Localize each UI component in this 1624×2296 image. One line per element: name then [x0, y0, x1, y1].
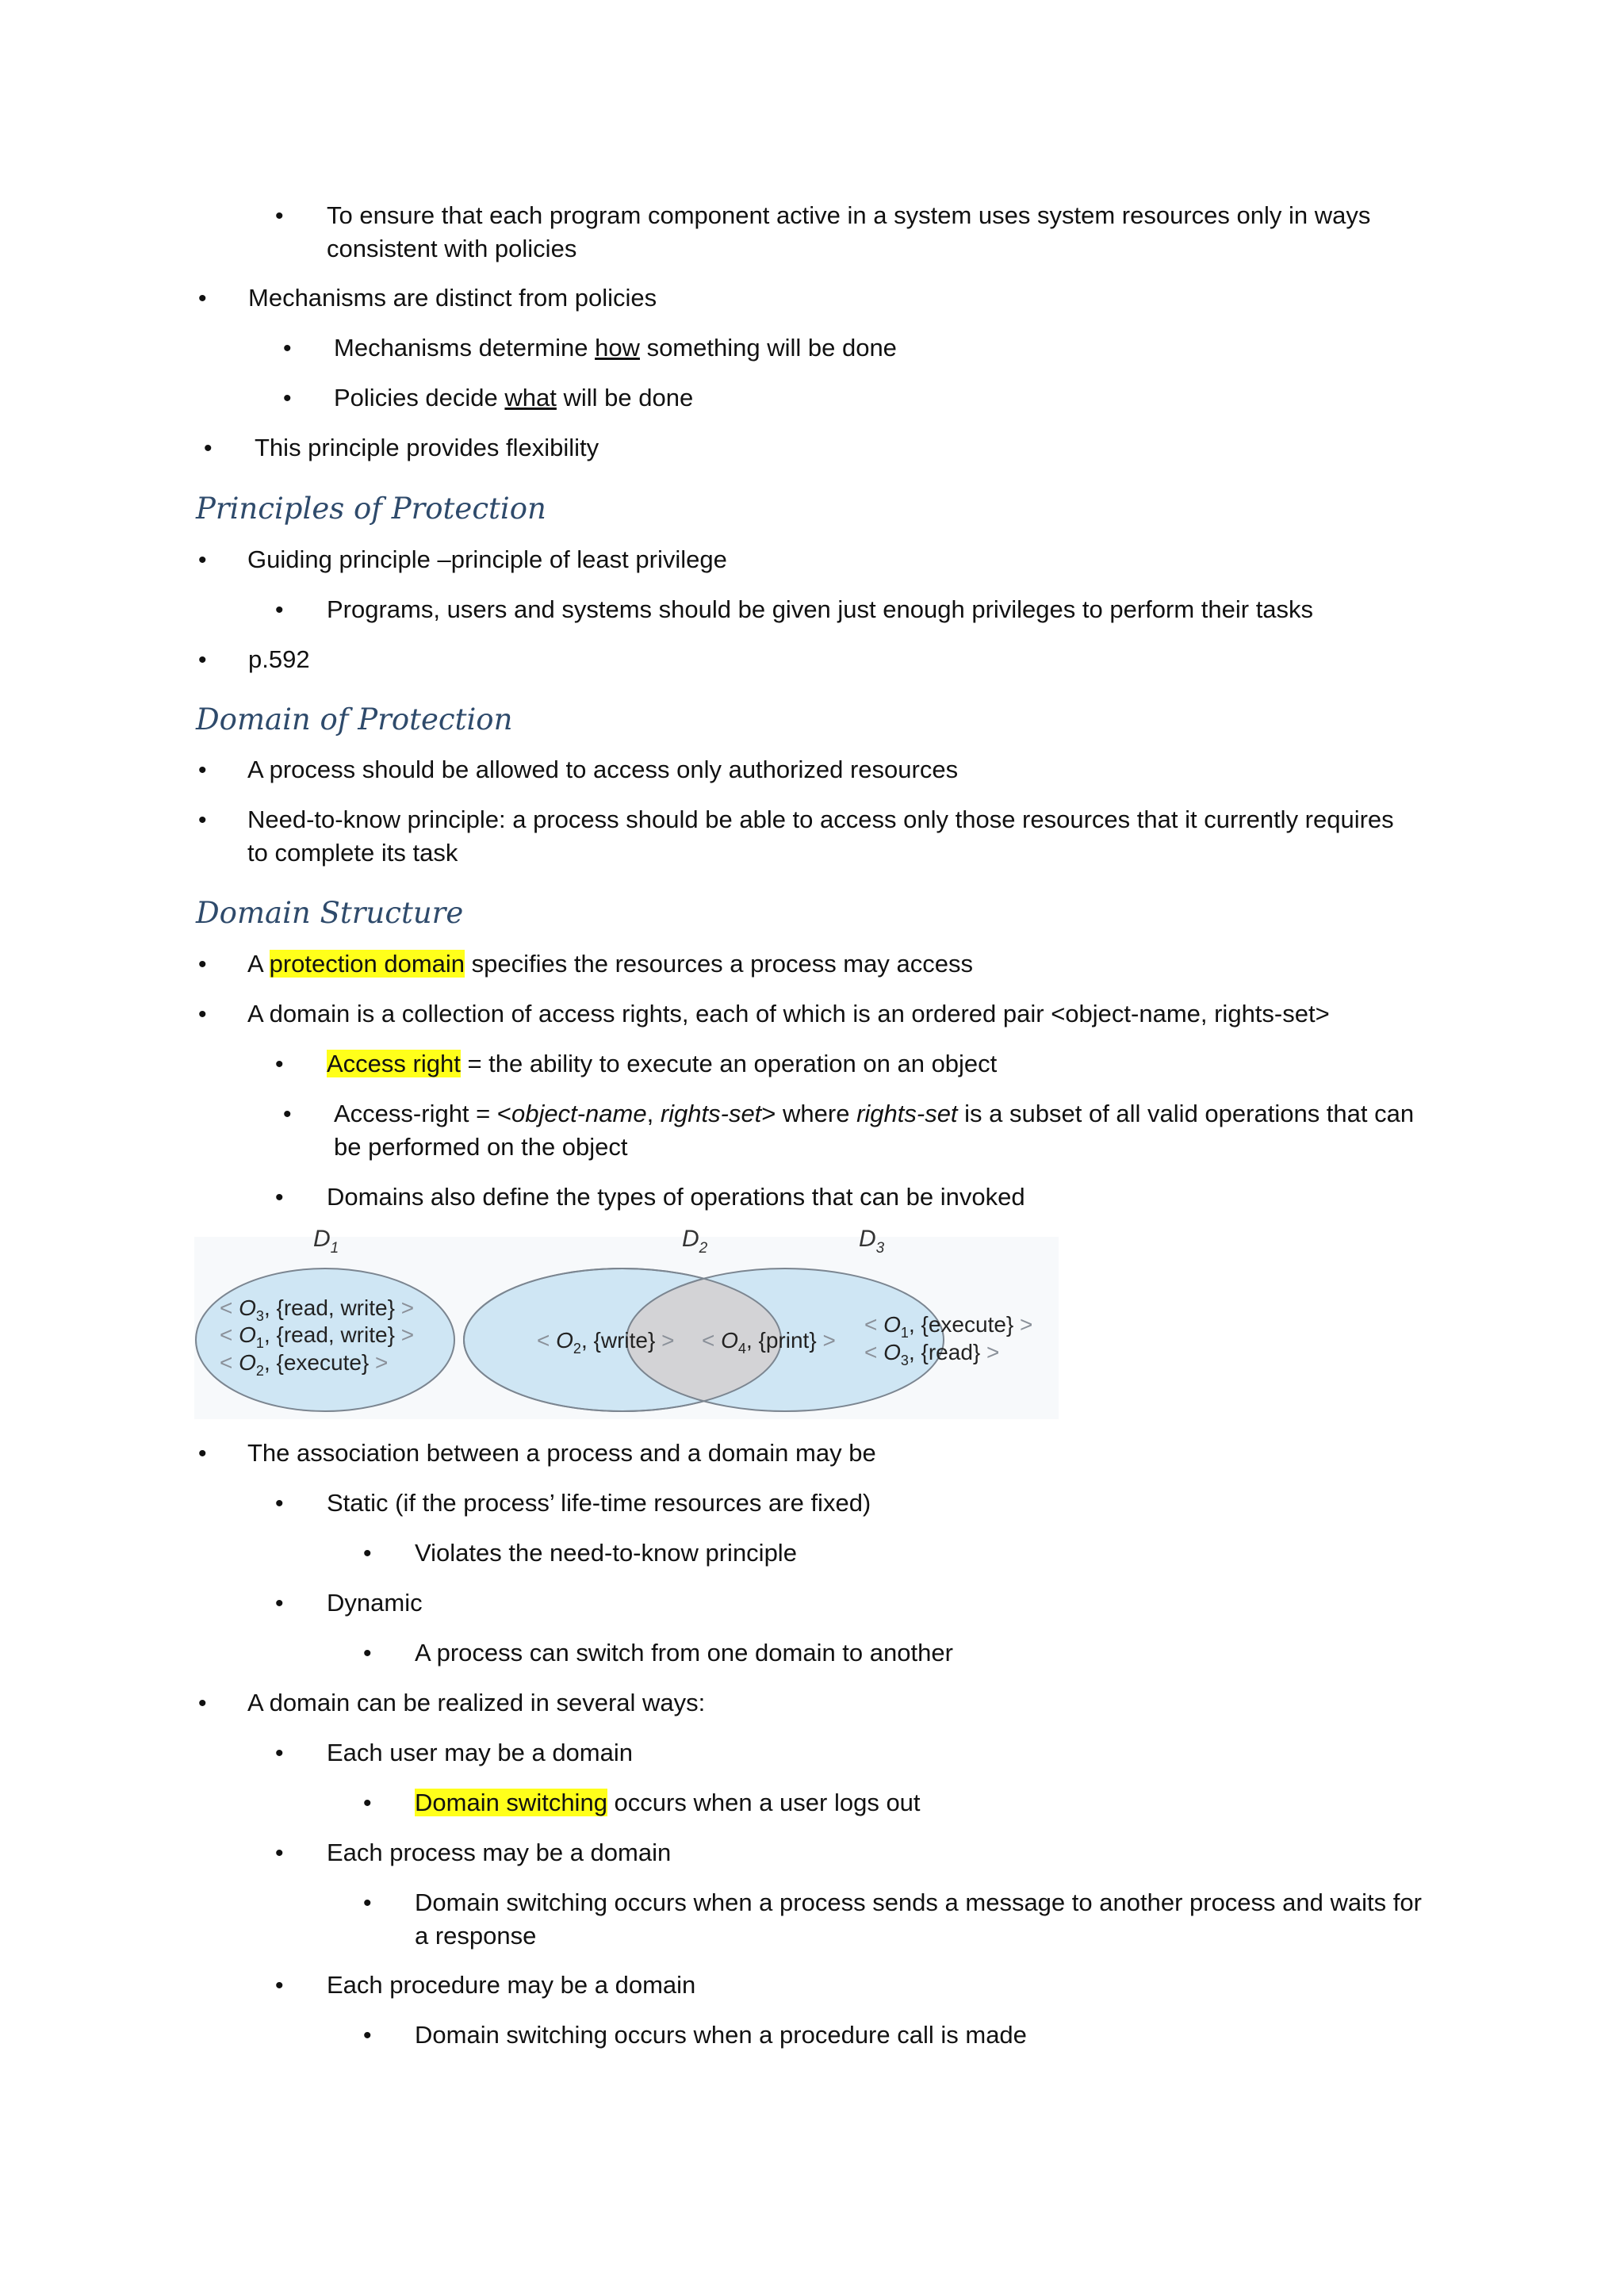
bullet: •	[275, 1740, 284, 1766]
d1-entry: < $O_2$, {execute} >	[220, 1350, 389, 1379]
list-item: Need-to-know principle: a process should be able to access only those resources that it currently requires	[247, 806, 1394, 833]
bullet: •	[275, 1184, 284, 1211]
bullet: •	[363, 1540, 372, 1567]
section-heading: Principles of Protection	[196, 492, 546, 526]
bullet: •	[198, 647, 207, 673]
d2-entry: < $O_2$, {write} >	[537, 1328, 675, 1357]
bullet: •	[275, 1973, 284, 1999]
bullet: •	[198, 547, 207, 573]
bullet: •	[275, 1490, 284, 1517]
list-item: This principle provides flexibility	[255, 434, 599, 461]
underlined-word: what	[504, 384, 557, 411]
highlighted-term: Access right	[327, 1050, 461, 1077]
list-item: Mechanisms determine how something will be done	[334, 334, 897, 362]
list-item: Dynamic	[327, 1589, 423, 1617]
bullet: •	[198, 1441, 207, 1467]
bullet: •	[204, 435, 213, 461]
list-item: Mechanisms are distinct from policies	[248, 284, 657, 312]
list-item: Access right = the ability to execute an operation on an object	[327, 1050, 998, 1077]
list-item: Static (if the process’ life-time resources are fixed)	[327, 1489, 871, 1517]
bullet: •	[275, 597, 284, 623]
bullet: •	[363, 1890, 372, 1916]
section-heading: Domain of Protection	[196, 702, 513, 737]
d1-entry: < $O_1$, {read, write} >	[220, 1322, 415, 1351]
list-item: Domain switching occurs when a user logs out	[415, 1789, 921, 1816]
bullet: •	[275, 1840, 284, 1866]
d3-label: $D_3$	[859, 1226, 885, 1257]
list-item: Domain switching occurs when a process sends a message to another process and waits for	[415, 1888, 1422, 1916]
highlighted-term: Domain switching	[415, 1789, 607, 1816]
list-item: The association between a process and a domain may be	[247, 1439, 876, 1467]
d1-entry: < $O_3$, {read, write} >	[220, 1295, 415, 1324]
list-item-continuation: consistent with policies	[327, 235, 577, 262]
list-item: To ensure that each program component active in a system uses system resources only in ways	[327, 201, 1371, 229]
list-item: Access-right = <object-name, rights-set> where rights-set is a subset of all valid operations that can	[334, 1100, 1415, 1127]
list-item: A domain can be realized in several ways:	[247, 1689, 706, 1716]
bullet: •	[198, 757, 207, 783]
bullet: •	[198, 1690, 207, 1716]
list-item: A process should be allowed to access only authorized resources	[247, 756, 959, 783]
bullet: •	[198, 1001, 207, 1027]
d1-label: $D_1$	[313, 1226, 339, 1257]
list-item: A process can switch from one domain to another	[415, 1639, 953, 1667]
section-heading: Domain Structure	[196, 896, 464, 930]
bullet: •	[198, 951, 207, 978]
shared-entry: < $O_4$, {print} >	[702, 1328, 836, 1357]
list-item: Each process may be a domain	[327, 1839, 672, 1866]
d3-entry: < $O_1$, {execute} >	[864, 1312, 1033, 1341]
highlighted-term: protection domain	[269, 950, 465, 978]
domain-venn-diagram	[194, 1221, 1059, 1419]
bullet: •	[283, 335, 292, 362]
d2-label: $D_2$	[682, 1226, 708, 1257]
bullet: •	[275, 1051, 284, 1077]
list-item: A protection domain specifies the resources a process may access	[247, 950, 973, 978]
bullet: •	[198, 285, 207, 312]
list-item: Domains also define the types of operations that can be invoked	[327, 1183, 1025, 1211]
list-item: Domain switching occurs when a procedure call is made	[415, 2021, 1027, 2049]
d3-entry: < $O_3$, {read} >	[864, 1340, 1000, 1368]
underlined-word: how	[595, 334, 640, 362]
bullet: •	[283, 1101, 292, 1127]
list-item: p.592	[248, 645, 310, 673]
bullet: •	[275, 203, 284, 229]
bullet: •	[275, 1590, 284, 1617]
list-item-continuation: a response	[415, 1922, 537, 1950]
list-item: A domain is a collection of access rights, each of which is an ordered pair <object-name, rights-set>	[247, 1000, 1330, 1027]
bullet: •	[198, 807, 207, 833]
list-item: Guiding principle –principle of least privilege	[247, 545, 727, 573]
list-item-continuation: to complete its task	[247, 839, 458, 867]
list-item: Violates the need-to-know principle	[415, 1539, 797, 1567]
list-item: Policies decide what will be done	[334, 384, 694, 411]
bullet: •	[283, 385, 292, 411]
list-item-continuation: be performed on the object	[334, 1133, 628, 1161]
list-item: Each user may be a domain	[327, 1739, 633, 1766]
bullet: •	[363, 1790, 372, 1816]
bullet: •	[363, 2022, 372, 2049]
bullet: •	[363, 1640, 372, 1667]
list-item: Each procedure may be a domain	[327, 1971, 696, 1999]
list-item: Programs, users and systems should be given just enough privileges to perform their tasks	[327, 595, 1314, 623]
